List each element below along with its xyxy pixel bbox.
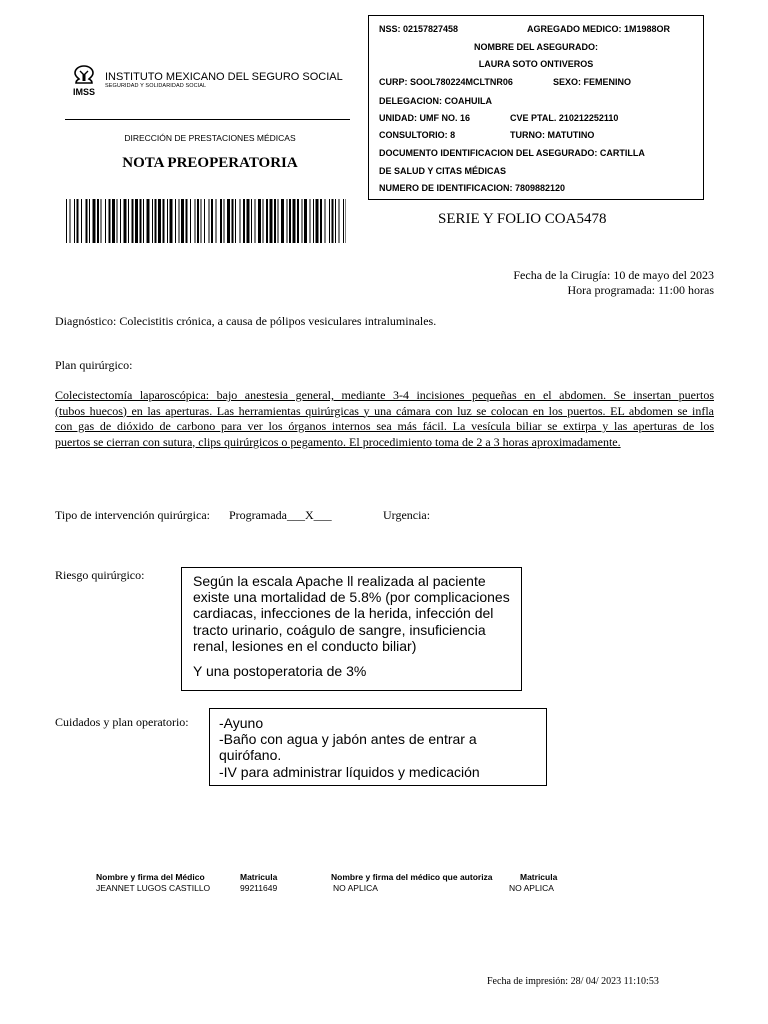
risk-postop: Y una postoperatoria de 3% [193,663,367,680]
patient-info-box [368,15,704,200]
barcode [66,199,346,243]
unidad: UNIDAD: UMF NO. 16 [379,113,471,123]
medico-name: JEANNET LUGOS CASTILLO [96,883,211,893]
risk-label: Riesgo quirúrgico: [55,568,145,582]
direction-title: DIRECCIÓN DE PRESTACIONES MÉDICAS [124,133,296,143]
care-item: -IV para administrar líquidos y medicación [219,763,480,780]
plan-text [55,388,714,450]
care-label: Cuidados y plan operatorio: [55,715,189,729]
plan-line: con gas de dióxido de carbono para ver los órganos internos sea más fácil. La vesícula biliar se extirpa y las aperturas de los [55,419,714,433]
intervention-programada: Programada___X___ [229,508,332,522]
matricula-value-1: 99211649 [240,883,278,893]
medico-label: Nombre y firma del Médico [96,872,205,882]
intervention-label: Tipo de intervención quirúrgica: [55,508,210,522]
doc-ident-line-2: DE SALUD Y CITAS MÉDICAS [379,166,507,176]
turno: TURNO: MATUTINO [510,130,595,140]
delegacion: DELEGACION: COAHUILA [379,96,492,106]
plan-label: Plan quirúrgico: [55,358,133,372]
logo-text: IMSS [72,87,96,97]
care-item: -Ayuno [219,715,264,731]
imss-logo [70,64,98,98]
surgery-date: Fecha de la Cirugía: 10 de mayo del 2023 [513,268,714,282]
diagnosis: Diagnóstico: Colecistitis crónica, a causa de pólipos vesiculares intraluminales. [55,314,437,328]
agregado-medico: AGREGADO MEDICO: 1M1988OR [527,24,671,34]
autoriza-label: Nombre y firma del médico que autoriza [331,872,493,882]
risk-box [181,567,522,691]
autoriza-name: NO APLICA [333,883,378,893]
care-box [209,708,547,786]
consultorio: CONSULTORIO: 8 [379,130,456,140]
intervention-urgencia: Urgencia: [383,508,431,522]
plan-line: puertos se cierran con sutura, clips quirúrgicos o pegamento. El procedimiento toma de 2 a 3 horas aproximadamente. [55,434,621,449]
serie-folio: SERIE Y FOLIO COA5478 [438,211,607,227]
document-title: NOTA PREOPERATORIA [122,155,298,171]
care-item: -Baño con agua y jabón antes de entrar a quirófano. [219,731,477,764]
print-date: Fecha de impresión: 28/ 04/ 2023 11:10:53 [487,976,659,987]
plan-line: (tubos huecos) en las aperturas. Las herramientas quirúrgicas y una cámara con luz se colocan en los puertos. EL abdomen se infla [55,403,714,418]
header-divider [65,119,350,120]
plan-line: Colecistectomía laparoscópica: bajo anestesia general, mediante 3-4 incisiones pequeñas en el abdomen. Se insertan puertos [55,388,714,402]
surgery-date-block [513,268,714,298]
matricula-label-1: Matricula [240,872,278,882]
numero-identificacion: NUMERO DE IDENTIFICACION: 7809882120 [379,183,566,193]
cve-ptal: CVE PTAL. 210212252110 [510,113,619,123]
curp: CURP: SOOL780224MCLTNR06 [379,77,513,87]
matricula-value-2: NO APLICA [509,883,554,893]
sexo: SEXO: FEMENINO [553,77,632,87]
patient-name: LAURA SOTO ONTIVEROS [478,59,594,69]
institute-tagline: SEGURIDAD Y SOLIDARIDAD SOCIAL [105,83,207,89]
institute-name: INSTITUTO MEXICANO DEL SEGURO SOCIAL [105,71,343,83]
nss: NSS: 02157827458 [379,24,459,34]
nombre-label: NOMBRE DEL ASEGURADO: [473,42,598,52]
risk-text: Según la escala Apache ll realizada al paciente existe una mortalidad de 5.8% (por complicaciones cardiacas, infecciones de la herida, infección del tracto urinario, coágulo de sangre, insuficiencia renal, lesiones en el conducto biliar) [193,573,510,654]
matricula-label-2: Matricula [520,872,558,882]
surgery-time: Hora programada: 11:00 horas [567,283,714,297]
doc-ident-line-1: DOCUMENTO IDENTIFICACION DEL ASEGURADO: CARTILLA [379,148,645,158]
